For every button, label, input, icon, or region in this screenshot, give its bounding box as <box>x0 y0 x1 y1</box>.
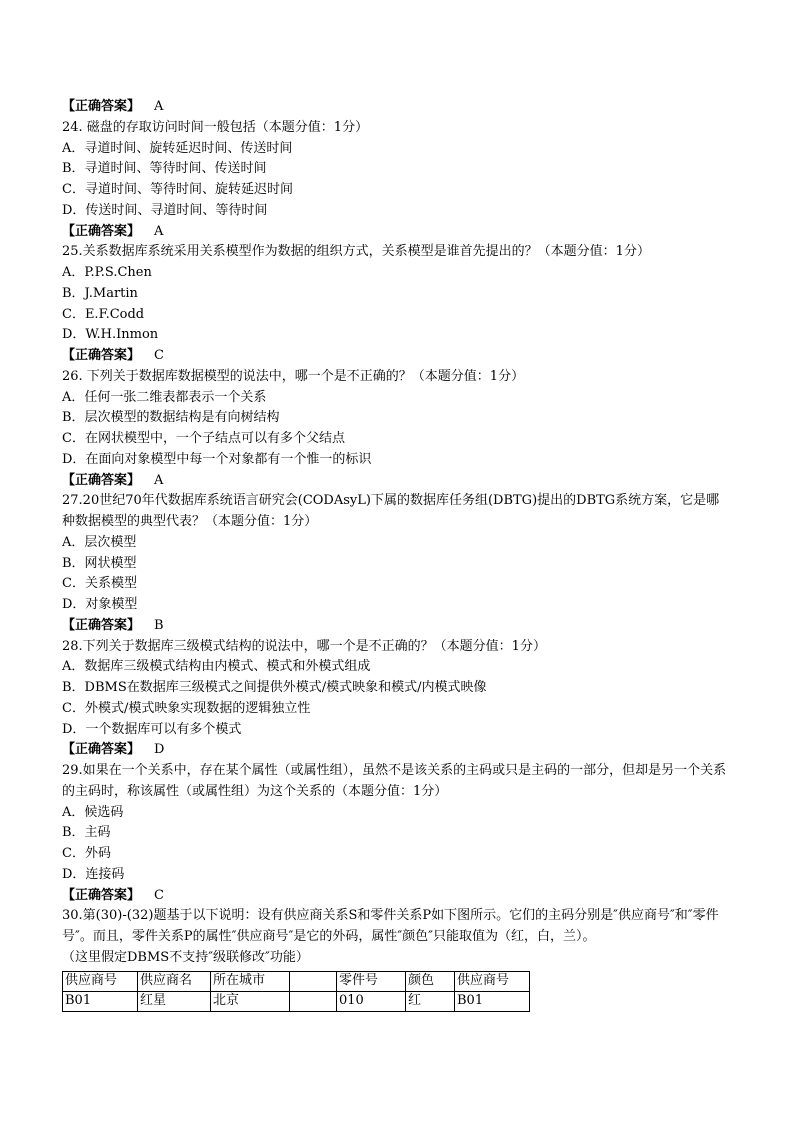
option-d: D．传送时间、寻道时间、等待时间 <box>62 202 268 218</box>
option-c: C．寻道时间、等待时间、旋转延迟时间 <box>62 182 293 197</box>
answer-label: 【正确答案】 <box>62 348 141 363</box>
question-stem: 30.第(30)-(32)题基于以下说明：设有供应商关系S和零件关系P如下图所示。它们的主码分别是″供应商号″和″零件号″。而且，零件关系P的属性″供应商号″是它的外码，属性″颜色″只能取值为（红，白，兰）。 <box>62 908 719 944</box>
question-stem: 28.下列关于数据库三级模式结构的说法中，哪一个是不正确的？（本题分值：1分） <box>62 638 546 654</box>
option-d: D．W.H.Inmon <box>62 327 159 343</box>
option-b: B．主码 <box>62 825 111 841</box>
question-30 <box>62 906 732 1011</box>
answer-letter: A <box>154 99 164 114</box>
question-27 <box>62 491 732 636</box>
option-d: D．对象模型 <box>62 597 138 612</box>
answer-letter: D <box>154 742 165 758</box>
answer-label: 【正确答案】 <box>62 99 141 114</box>
option-c: C．关系模型 <box>62 576 137 592</box>
option-c: C．E.F.Codd <box>62 306 145 322</box>
header-cell: 供应商号 <box>455 971 530 991</box>
option-a: A．寻道时间、旋转延迟时间、传送时间 <box>62 140 293 156</box>
answer-label: 【正确答案】 <box>62 472 141 488</box>
table-cell: 红 <box>406 991 455 1011</box>
header-cell: 供应商名 <box>138 971 211 991</box>
table-cell: B01 <box>63 991 138 1011</box>
table-cell: 北京 <box>211 991 290 1011</box>
option-c: C．在网状模型中，一个子结点可以有多个父结点 <box>62 431 345 446</box>
option-b: B．DBMS在数据库三级模式之间提供外模式/模式映象和模式/内模式映像 <box>62 680 487 695</box>
option-c: C．外模式/模式映象实现数据的逻辑独立性 <box>62 700 311 716</box>
table-cell: 红星 <box>138 991 211 1011</box>
answer-letter: C <box>154 887 164 903</box>
answer-letter: B <box>154 617 164 633</box>
question-stem: 29.如果在一个关系中，存在某个属性（或属性组），虽然不是该关系的主码或只是主码的一部分，但却是另一个关系的主码时，称该属性（或属性组）为这个关系的（本题分值：1分） <box>62 763 727 799</box>
option-d: D．一个数据库可以有多个模式 <box>62 721 242 737</box>
answer-line <box>62 616 732 637</box>
answer-line <box>62 97 732 118</box>
option-a: A．P.P.S.Chen <box>62 265 152 280</box>
option-a: A．数据库三级模式结构由内模式、模式和外模式组成 <box>62 659 371 675</box>
answer-line <box>62 471 732 492</box>
answer-line <box>62 346 732 367</box>
answer-letter: C <box>154 348 164 363</box>
table-cell: B01 <box>455 991 530 1011</box>
option-b: B．层次模型的数据结构是有向树结构 <box>62 410 280 426</box>
question-stem: 27.20世纪70年代数据库系统语言研究会(CODAsyL)下属的数据库任务组(DBTG)提出的DBTG系统方案，它是哪种数据模型的典型代表？（本题分值：1分） <box>62 493 720 529</box>
option-b: B．J.Martin <box>62 285 138 301</box>
header-cell: 颜色 <box>406 971 455 991</box>
header-cell <box>290 971 337 991</box>
question-28 <box>62 637 732 762</box>
question-stem: 25.关系数据库系统采用关系模型作为数据的组织方式，关系模型是谁首先提出的？（本题分值：1分） <box>62 244 650 260</box>
question-25 <box>62 242 732 367</box>
option-d: D．在面向对象模型中每一个对象都有一个惟一的标识 <box>62 451 372 467</box>
question-26 <box>62 367 732 492</box>
question-stem: 26. 下列关于数据库数据模型的说法中，哪一个是不正确的？（本题分值：1分） <box>62 368 525 384</box>
answer-label: 【正确答案】 <box>62 742 141 758</box>
relation-table <box>62 971 530 1012</box>
option-c: C．外码 <box>62 846 111 861</box>
option-d: D．连接码 <box>62 866 125 882</box>
answer-letter: A <box>154 223 164 239</box>
table-cell <box>290 991 337 1011</box>
answer-label: 【正确答案】 <box>62 223 141 239</box>
option-b: B．寻道时间、等待时间、传送时间 <box>62 161 267 177</box>
option-a: A．层次模型 <box>62 534 137 550</box>
option-a: A．候选码 <box>62 804 124 820</box>
question-stem: 24. 磁盘的存取访问时间一般包括（本题分值：1分） <box>62 119 369 135</box>
table-cell: 010 <box>337 991 406 1011</box>
answer-line <box>62 886 732 907</box>
option-b: B．网状模型 <box>62 555 137 571</box>
answer-line <box>62 222 732 243</box>
header-cell: 零件号 <box>337 971 406 991</box>
question-24 <box>62 118 732 243</box>
question-note: （这里假定DBMS不支持″级联修改″功能） <box>62 949 309 965</box>
header-cell: 所在城市 <box>211 971 290 991</box>
table-row <box>63 991 530 1011</box>
answer-label: 【正确答案】 <box>62 887 141 903</box>
document-page <box>62 97 732 1012</box>
question-29 <box>62 761 732 906</box>
answer-letter: A <box>154 472 164 488</box>
answer-line <box>62 740 732 761</box>
option-a: A．任何一张二维表都表示一个关系 <box>62 389 267 405</box>
header-cell: 供应商号 <box>63 971 138 991</box>
table-header-row <box>63 971 530 991</box>
answer-label: 【正确答案】 <box>62 617 141 633</box>
